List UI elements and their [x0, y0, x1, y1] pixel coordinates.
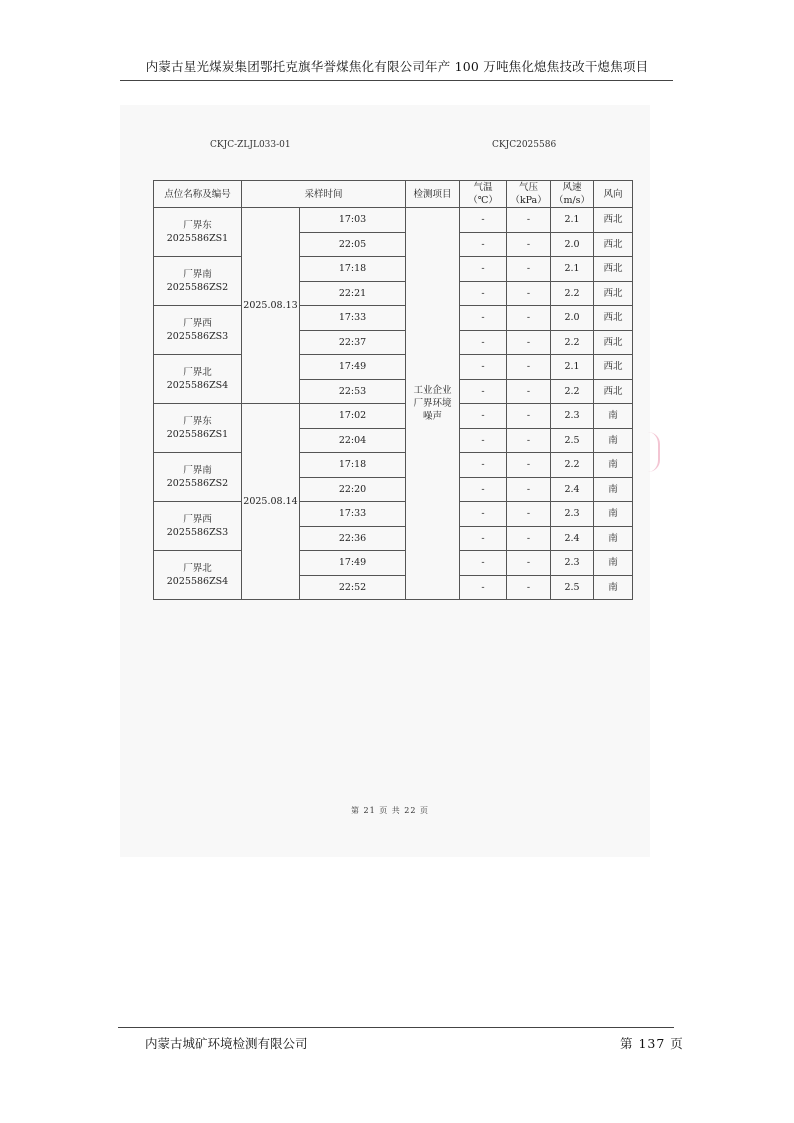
wind-direction-value: 西北 — [594, 355, 633, 380]
pressure-label: 气压 — [519, 182, 539, 193]
point-name: 厂界东 — [183, 416, 212, 427]
point-cell — [154, 502, 242, 551]
point-code: 2025586ZS1 — [166, 233, 229, 244]
point-cell — [154, 551, 242, 600]
sampling-time: 17:18 — [300, 453, 406, 478]
wind-direction-value: 西北 — [594, 232, 633, 257]
sampling-time: 22:53 — [300, 379, 406, 404]
pressure-value: - — [507, 330, 551, 355]
footer-page-number: 第 137 页 — [620, 1036, 684, 1051]
sampling-time: 17:49 — [300, 355, 406, 380]
pressure-value: - — [507, 404, 551, 429]
pressure-value: - — [507, 379, 551, 404]
point-code: 2025586ZS4 — [166, 576, 229, 587]
temperature-value: - — [460, 526, 507, 551]
header-wind-speed — [551, 181, 594, 208]
wind-speed-value: 2.2 — [551, 379, 594, 404]
test-item — [406, 208, 460, 600]
point-name: 厂界西 — [183, 514, 212, 525]
pressure-value: - — [507, 477, 551, 502]
sampling-time: 22:05 — [300, 232, 406, 257]
wind-direction-value: 南 — [594, 575, 633, 600]
point-code: 2025586ZS3 — [166, 331, 229, 342]
header-pressure — [507, 181, 551, 208]
temperature-value: - — [460, 232, 507, 257]
point-cell — [154, 306, 242, 355]
wind-speed-value: 2.1 — [551, 257, 594, 282]
wind-speed-value: 2.0 — [551, 232, 594, 257]
temperature-value: - — [460, 502, 507, 527]
table-row — [154, 453, 633, 478]
table-row — [154, 551, 633, 576]
temperature-value: - — [460, 355, 507, 380]
point-cell — [154, 355, 242, 404]
wind-direction-value: 南 — [594, 453, 633, 478]
sampling-time: 22:52 — [300, 575, 406, 600]
pressure-value: - — [507, 575, 551, 600]
point-cell — [154, 404, 242, 453]
wind-direction-value: 西北 — [594, 208, 633, 233]
wind-speed-value: 2.1 — [551, 208, 594, 233]
table-row — [154, 355, 633, 380]
wind-speed-value: 2.3 — [551, 404, 594, 429]
pressure-value: - — [507, 502, 551, 527]
wind-speed-label: 风速 — [562, 182, 582, 193]
wind-direction-value: 南 — [594, 526, 633, 551]
footer-company: 内蒙古城矿环境检测有限公司 — [145, 1036, 308, 1051]
sampling-time: 17:33 — [300, 502, 406, 527]
temperature-value: - — [460, 404, 507, 429]
wind-direction-value: 南 — [594, 502, 633, 527]
table-row — [154, 208, 633, 233]
temperature-value: - — [460, 257, 507, 282]
point-name: 厂界西 — [183, 318, 212, 329]
temperature-value: - — [460, 477, 507, 502]
header-sampling-time: 采样时间 — [242, 181, 406, 208]
pressure-value: - — [507, 281, 551, 306]
wind-speed-value: 2.0 — [551, 306, 594, 331]
point-cell — [154, 208, 242, 257]
wind-speed-value: 2.5 — [551, 575, 594, 600]
wind-direction-value: 西北 — [594, 379, 633, 404]
pressure-value: - — [507, 306, 551, 331]
sampling-date: 2025.08.13 — [242, 208, 300, 404]
temperature-value: - — [460, 453, 507, 478]
wind-speed-value: 2.1 — [551, 355, 594, 380]
pressure-value: - — [507, 551, 551, 576]
sampling-time: 17:18 — [300, 257, 406, 282]
sampling-time: 17:02 — [300, 404, 406, 429]
point-code: 2025586ZS3 — [166, 527, 229, 538]
sampling-time: 17:49 — [300, 551, 406, 576]
test-item-text: 工业企业厂界环境噪声 — [413, 385, 452, 422]
point-name: 厂界东 — [183, 220, 212, 231]
header-wind-direction: 风向 — [594, 181, 633, 208]
pressure-value: - — [507, 428, 551, 453]
sampling-time: 22:21 — [300, 281, 406, 306]
footer-rule — [118, 1027, 674, 1028]
sampling-time: 22:37 — [300, 330, 406, 355]
temp-label: 气温 — [473, 182, 493, 193]
form-code: CKJC-ZLJL033-01 — [210, 140, 291, 150]
wind-speed-value: 2.3 — [551, 502, 594, 527]
table-row — [154, 404, 633, 429]
table-row — [154, 502, 633, 527]
sampling-time: 22:20 — [300, 477, 406, 502]
pressure-value: - — [507, 257, 551, 282]
pressure-value: - — [507, 232, 551, 257]
wind-direction-value: 南 — [594, 551, 633, 576]
wind-speed-value: 2.2 — [551, 281, 594, 306]
point-name: 厂界南 — [183, 465, 212, 476]
sampling-time: 22:36 — [300, 526, 406, 551]
pressure-value: - — [507, 526, 551, 551]
report-code: CKJC2025586 — [492, 140, 557, 150]
point-code: 2025586ZS1 — [166, 429, 229, 440]
sampling-time: 17:33 — [300, 306, 406, 331]
pressure-value: - — [507, 355, 551, 380]
header-rule — [120, 80, 673, 81]
temperature-value: - — [460, 379, 507, 404]
temperature-value: - — [460, 208, 507, 233]
pressure-value: - — [507, 453, 551, 478]
temperature-value: - — [460, 428, 507, 453]
table-header-row — [154, 181, 633, 208]
wind-direction-value: 南 — [594, 404, 633, 429]
point-cell — [154, 257, 242, 306]
temperature-value: - — [460, 575, 507, 600]
wind-speed-value: 2.5 — [551, 428, 594, 453]
temperature-value: - — [460, 281, 507, 306]
header-temperature — [460, 181, 507, 208]
wind-direction-value: 南 — [594, 477, 633, 502]
wind-direction-value: 西北 — [594, 257, 633, 282]
wind-speed-value: 2.3 — [551, 551, 594, 576]
wind-speed-value: 2.4 — [551, 477, 594, 502]
wind-speed-value: 2.2 — [551, 330, 594, 355]
pressure-value: - — [507, 208, 551, 233]
table-row — [154, 257, 633, 282]
point-code: 2025586ZS2 — [166, 282, 229, 293]
header-test-item: 检测项目 — [406, 181, 460, 208]
sampling-date: 2025.08.14 — [242, 404, 300, 600]
inner-page-number: 第 21 页 共 22 页 — [350, 806, 430, 815]
table-row — [154, 306, 633, 331]
point-name: 厂界南 — [183, 269, 212, 280]
temp-unit: （℃） — [468, 195, 498, 206]
wind-direction-value: 南 — [594, 428, 633, 453]
temperature-value: - — [460, 306, 507, 331]
point-name: 厂界北 — [183, 563, 212, 574]
wind-speed-value: 2.4 — [551, 526, 594, 551]
temperature-value: - — [460, 330, 507, 355]
header-point: 点位名称及编号 — [154, 181, 242, 208]
noise-monitoring-table — [153, 180, 633, 600]
wind-speed-value: 2.2 — [551, 453, 594, 478]
wind-direction-value: 西北 — [594, 306, 633, 331]
point-cell — [154, 453, 242, 502]
wind-direction-value: 西北 — [594, 330, 633, 355]
page-header-title: 内蒙古星光煤炭集团鄂托克旗华誉煤焦化有限公司年产 100 万吨焦化熄焦技改干熄焦项目 — [145, 59, 649, 74]
point-name: 厂界北 — [183, 367, 212, 378]
stamp-edge-mark — [648, 432, 660, 472]
point-code: 2025586ZS4 — [166, 380, 229, 391]
wind-speed-unit: （m/s） — [553, 195, 591, 206]
sampling-time: 22:04 — [300, 428, 406, 453]
point-code: 2025586ZS2 — [166, 478, 229, 489]
temperature-value: - — [460, 551, 507, 576]
wind-direction-value: 西北 — [594, 281, 633, 306]
sampling-time: 17:03 — [300, 208, 406, 233]
pressure-unit: （kPa） — [510, 195, 547, 206]
